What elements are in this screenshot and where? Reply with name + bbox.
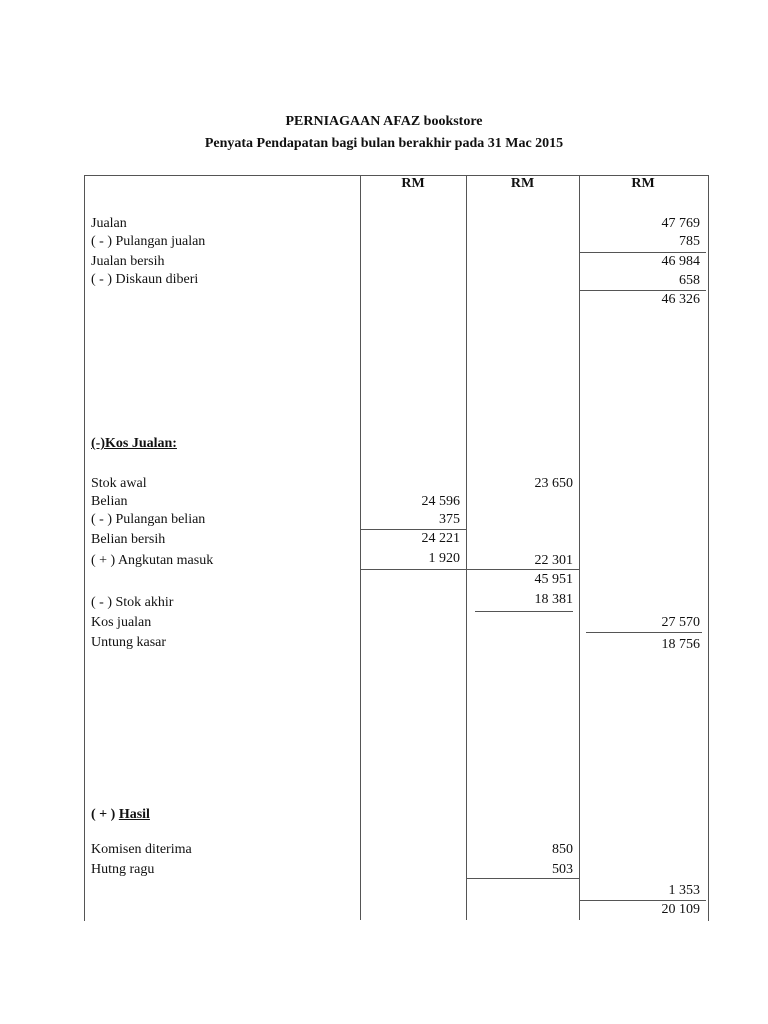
row-label-pulangan-belian: ( - ) Pulangan belian: [91, 512, 206, 527]
value-belian-kos: 22 301: [534, 553, 573, 568]
row-label-jualan-bersih: Jualan bersih: [91, 254, 165, 269]
value-komisen-diterima: 850: [552, 842, 573, 857]
rule-jualan: [580, 252, 706, 253]
value-stok-akhir: 18 381: [534, 592, 573, 607]
value-stok-awal: 23 650: [534, 476, 573, 491]
value-jualan-bersih: 46 984: [661, 254, 700, 269]
value-jualan: 47 769: [661, 216, 700, 231]
row-label-stok-akhir: ( - ) Stok akhir: [91, 595, 174, 610]
section-heading-hasil: [91, 807, 150, 823]
row-label-angkutan-masuk: ( + ) Angkutan masuk: [91, 553, 214, 568]
value-diskaun-diberi: 658: [679, 273, 700, 288]
row-label-hutang-ragu: Hutng ragu: [91, 862, 155, 877]
document-title: PERNIAGAAN AFAZ bookstore: [285, 114, 483, 129]
row-label-belian-bersih: Belian bersih: [91, 532, 166, 547]
section-heading-kos-jualan: (-)Kos Jualan:: [91, 436, 177, 451]
row-label-pulangan-jualan: ( - ) Pulangan jualan: [91, 234, 206, 249]
value-subtotal-barang: 45 951: [534, 572, 573, 587]
column-header-rm-3: RM: [631, 176, 655, 191]
hasil-heading: Hasil: [118, 807, 150, 822]
rule-stok-akhir: [475, 611, 573, 612]
column-divider-1: [360, 175, 361, 920]
row-label-kos-jualan: Kos jualan: [91, 615, 152, 630]
row-label-diskaun-diberi: ( - ) Diskaun diberi: [91, 272, 199, 287]
row-label-stok-awal: Stok awal: [91, 476, 147, 491]
column-divider-2: [466, 175, 467, 920]
value-pulangan-jualan: 785: [679, 234, 700, 249]
value-belian-bersih: 24 221: [421, 531, 460, 546]
value-untung-kasar: 18 756: [661, 637, 700, 652]
rule-diskaun: [580, 290, 706, 291]
value-kos-jualan: 27 570: [661, 615, 700, 630]
value-hutang-ragu: 503: [552, 862, 573, 877]
value-pulangan-belian: 375: [439, 512, 460, 527]
rule-belian: [360, 529, 466, 530]
column-header-rm-1: RM: [401, 176, 425, 191]
rule-kos-jualan: [586, 632, 702, 633]
row-label-belian: Belian: [91, 494, 128, 509]
value-jualan-bersih-total: 46 326: [661, 292, 700, 307]
rule-angkutan: [360, 569, 579, 570]
rule-hasil: [466, 878, 579, 879]
hasil-prefix: ( + ): [91, 807, 116, 822]
document-subtitle: Penyata Pendapatan bagi bulan berakhir pada 31 Mac 2015: [204, 136, 564, 151]
row-label-jualan: Jualan: [91, 216, 127, 231]
row-label-untung-kasar: Untung kasar: [91, 635, 167, 650]
value-jumlah-akhir: 20 109: [661, 902, 700, 917]
value-jumlah-hasil: 1 353: [668, 883, 700, 898]
value-belian: 24 596: [421, 494, 460, 509]
column-header-rm-2: RM: [510, 176, 535, 191]
value-angkutan-masuk: 1 920: [428, 551, 460, 566]
rule-jumlah-akhir: [580, 900, 706, 901]
row-label-komisen-diterima: Komisen diterima: [91, 842, 192, 857]
